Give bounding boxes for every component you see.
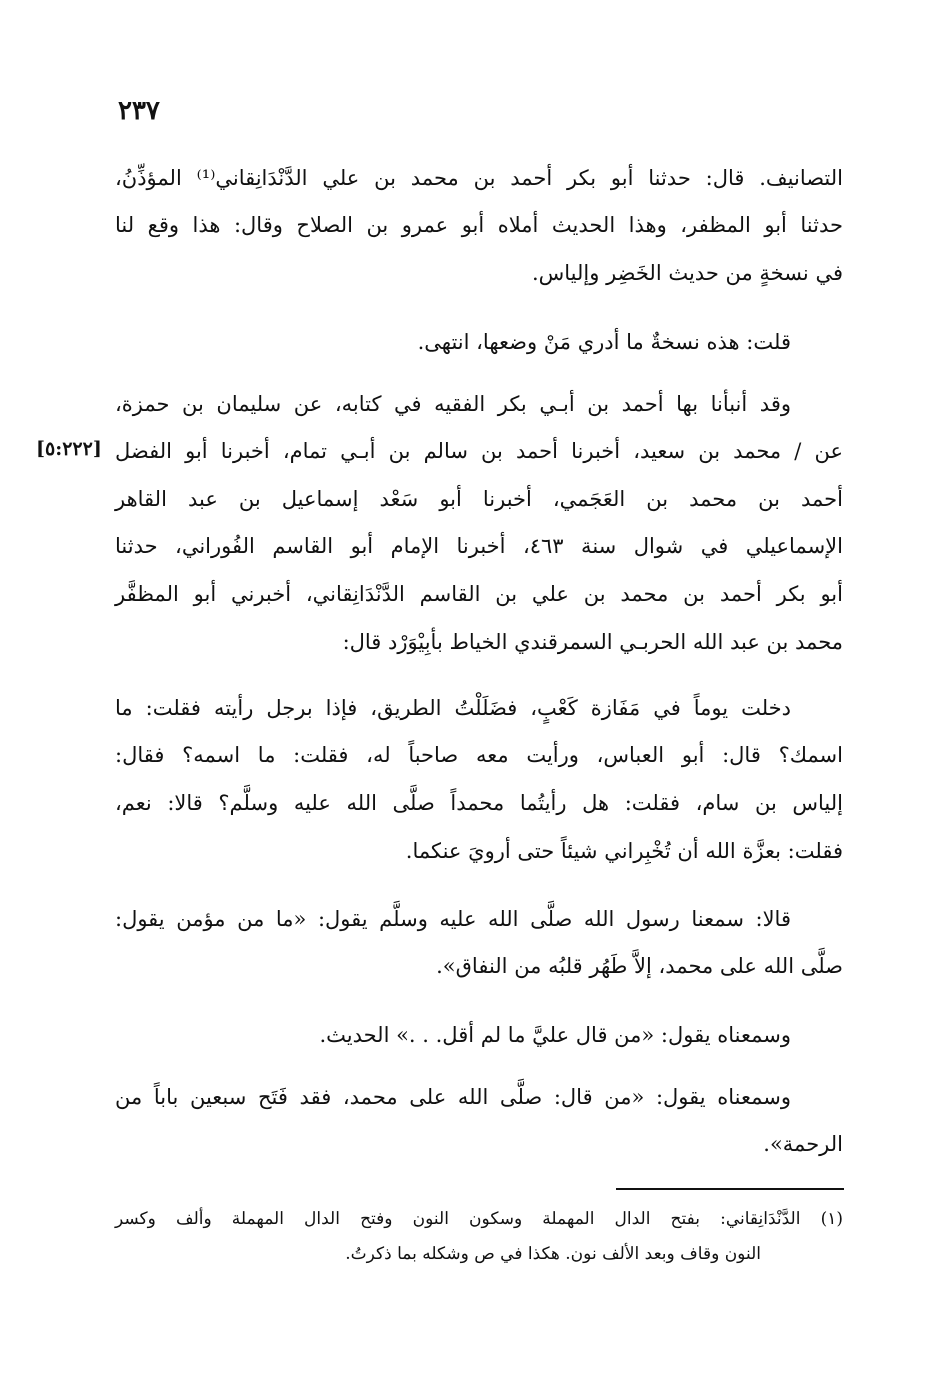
body-line: عن / محمد بن سعيد، أخبرنا أحمد بن سالم بن أبـي تمام، أخبرنا أبو الفضل: [115, 439, 843, 463]
page-number: ٢٣٧: [118, 96, 160, 126]
body-line: التصانيف. قال: حدثنا أبو بكر أحمد بن محمد بن علي الدَّنْدَانِقاني⁽¹⁾ المؤذِّنُ،: [115, 166, 843, 190]
footnote-line: (١) الدَّنْدَانِقاني: بفتح الدال المهملة وسكون النون وفتح الدال المهملة وألف وكسر: [115, 1209, 843, 1229]
body-line: إلياس بن سام، فقلت: هل رأيتُما محمداً صلَّى الله عليه وسلَّم؟ قالا: نعم،: [115, 791, 843, 815]
body-line: في نسخةٍ من حديث الخَضِر وإلياس.: [531, 261, 843, 285]
body-line: أبو بكر أحمد بن محمد بن علي بن القاسم الدَّنْدَانِقاني، أخبرني أبو المظفَّر: [115, 582, 843, 606]
body-line: حدثنا أبو المظفر، وهذا الحديث أملاه أبو عمرو بن الصلاح وقال: هذا وقع لنا: [115, 213, 843, 237]
body-line: وقد أنبأنا بها أحمد بن أبـي بكر الفقيه في كتابه، عن سليمان بن حمزة،: [115, 392, 791, 416]
body-line: صلَّى الله على محمد، إلاَّ طَهُر قلبُه من النفاق».: [436, 954, 843, 978]
body-line: محمد بن عبد الله الحربـي السمرقندي الخياط بأبِيْوَرْد قال:: [342, 630, 843, 654]
side-reference: [٥:٢٢٢]: [36, 438, 102, 460]
body-line: قالا: سمعنا رسول الله صلَّى الله عليه وسلَّم يقول: «ما من مؤمن يقول:: [115, 907, 791, 931]
footnote-divider: [616, 1188, 844, 1190]
body-line: أحمد بن محمد بن العَجَمي، أخبرنا أبو سَعْد إسماعيل بن عبد القاهر: [115, 487, 843, 511]
body-line: الإسماعيلي في شوال سنة ٤٦٣، أخبرنا الإمام أبو القاسم الفُوراني، حدثنا: [115, 534, 843, 558]
body-line: الرحمة».: [763, 1132, 843, 1156]
body-line: وسمعناه يقول: «من قال عليَّ ما لم أقل. . .» الحديث.: [319, 1023, 791, 1047]
footnote-line: النون وقاف وبعد الألف نون. هكذا في ص وشكله بما ذكرتُ.: [345, 1244, 761, 1264]
body-line: دخلت يوماً في مَفَازة كَعْبٍ، فضَلَلْتُ الطريق، فإذا برجل رأيته فقلت: ما: [115, 696, 791, 720]
body-line: اسمك؟ قال: أبو العباس، ورأيت معه صاحباً له، فقلت: ما اسمه؟ فقال:: [115, 743, 843, 767]
body-line: وسمعناه يقول: «من قال: صلَّى الله على محمد، فقد فَتَح سبعين باباً من: [115, 1085, 791, 1109]
body-line: فقلت: بعزَّة الله أن تُخْبِراني شيئاً حتى أرويَ عنكما.: [405, 839, 843, 863]
body-line: قلت: هذه نسخةٌ ما أدري مَنْ وضعها، انتهى.: [417, 330, 791, 354]
